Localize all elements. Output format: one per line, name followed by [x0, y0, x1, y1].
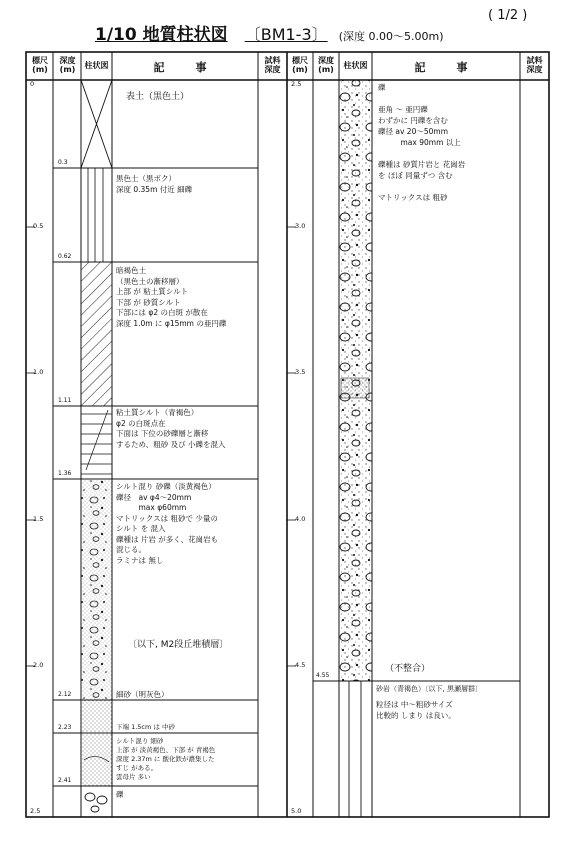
scale-tick: 4.0: [295, 515, 306, 523]
note-gravel-layer: 礫 亜角 ～ 亜円礫 わずかに 円礫を含む 礫径 av 20～50mm max 90mm 以上 礫種は 砂質片岩と 花崗岩 を ほぼ 同量ずつ 含む マトリックスは 粗砂: [378, 83, 466, 202]
layer-depth: 4.55: [316, 672, 330, 679]
note-fine-sand-bottom: 下端 1.5cm は 中砂: [116, 723, 175, 731]
scale-tick: 0.5: [33, 222, 44, 230]
note-sandstone-detail: 粒径は 中～粗砂サイズ 比較的 しまり は良い。: [376, 700, 456, 720]
note-kuroboku: 黒色土（黒ボク） 深度 0.35m 付近 細礫: [116, 174, 193, 194]
header-scale-left: 標尺 (m): [32, 56, 48, 74]
title-main: 1/10 地質柱状図: [95, 25, 228, 45]
scale-tick: 4.5: [295, 661, 306, 669]
layer-depth: 2.41: [58, 777, 72, 784]
layer-depth: 1.36: [58, 470, 72, 477]
layer-depth: 1.11: [58, 397, 72, 404]
note-fine-sand: 細砂（明灰色）: [116, 690, 169, 699]
header-notes-right: 記 事: [414, 61, 478, 74]
scale-tick: 3.0: [295, 222, 306, 230]
layer-depth: 0.3: [58, 159, 68, 166]
scale-tick: 5.0: [291, 807, 302, 815]
note-topsoil: 表土（黒色土）: [126, 92, 190, 102]
header-scale-right: 標尺 (m): [292, 56, 308, 74]
scale-tick: 2.5: [30, 807, 41, 815]
note-silty-gravel: シルト混り 砂礫（淡黄褐色） 礫径 av φ4～20mm max φ60mm マトリックスは 粗砂で 少量の シルト を 混入 礫種は 片岩 が多く、花崗岩も 混じる。 ラミナは 無し: [116, 482, 219, 565]
note-gravel-bottom: 礫: [116, 790, 124, 799]
scale-tick: 2.0: [33, 661, 44, 669]
scale-tick: 2.5: [291, 80, 302, 88]
header-column-right: 柱状図: [343, 61, 368, 70]
header-notes-left: 記 事: [153, 61, 217, 74]
header-depth-right: 深度 (m): [318, 56, 334, 74]
scale-tick: 0: [30, 80, 35, 88]
note-clayey-silt: 粘土質シルト（青褐色） φ2 の白斑点在 下面は 下位の砂礫層と漸移 するため、粗砂 及び 小礫を混入: [116, 408, 226, 449]
header-sample-right: 試料 深度: [526, 56, 543, 74]
note-terrace-deposit: 〔以下, M2段丘堆積層〕: [128, 640, 229, 650]
note-silty-fine-sand: シルト混り 細砂 上部 が 淡黄褐色、下部 が 青褐色 深度 2.37m に 酸化鉄が濃集した すじ がある。 雲母片 多い: [116, 737, 216, 781]
page-number: ( 1/2 ): [488, 8, 528, 23]
header-sample-left: 試料 深度: [264, 56, 281, 74]
scale-tick: 1.0: [33, 368, 44, 376]
header-column-left: 柱状図: [84, 61, 109, 70]
note-dark-brown-soil: 暗褐色土 （黒色土の漸移層） 上部 が 粘土質シルト 下部 が 砂質シルト 下部には φ2 の白斑 が散在 深度 1.0m に φ15mm の亜円礫: [116, 266, 227, 328]
layer-depth: 2.12: [58, 691, 72, 698]
depth-range: (深度 0.00～5.00m): [338, 30, 444, 43]
scale-tick: 1.5: [33, 515, 44, 523]
layer-depth: 2.23: [58, 724, 72, 731]
header-depth-left: 深度 (m): [59, 56, 76, 74]
layer-depth: 0.62: [58, 253, 72, 260]
scale-tick: 3.5: [295, 368, 306, 376]
note-unconformity: （不整合）: [385, 664, 431, 674]
boring-id: 〔BM1-3〕: [244, 25, 328, 44]
note-sandstone: 砂岩（青褐色）〔以下, 黒瀬層群〕: [376, 685, 482, 693]
